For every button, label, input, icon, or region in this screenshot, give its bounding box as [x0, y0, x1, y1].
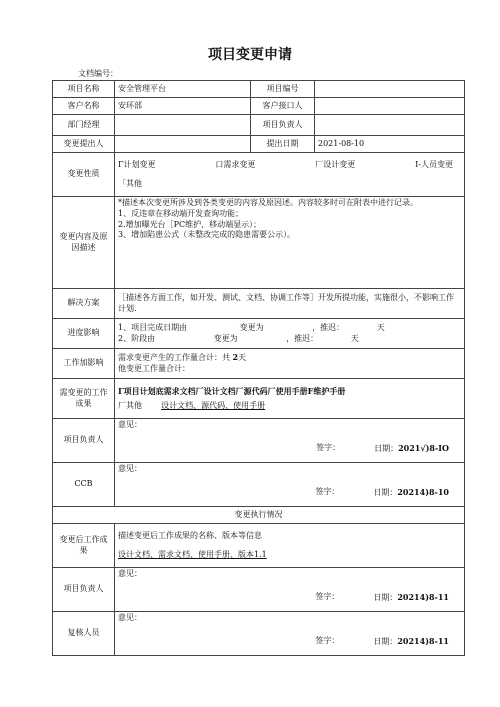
workload-unit: 天	[238, 353, 247, 363]
ccb-sign-label: 签字：	[315, 486, 340, 496]
content-item-3: 3、增加陷患公式（未整改完成的隐患需要公示）。	[118, 230, 296, 240]
content-item-2: 2.增加曝光台［PC维护，移动端显示）；	[118, 219, 262, 229]
exec-lead-cell[interactable]	[115, 568, 465, 612]
project-no-value[interactable]	[315, 81, 465, 98]
execution-header: 变更执行情况	[53, 507, 465, 524]
proposer-value[interactable]	[115, 136, 251, 153]
row-approval-lead	[53, 419, 465, 463]
reviewer-date: 日期：20214)8-11	[373, 635, 449, 646]
change-content-text[interactable]	[115, 197, 465, 289]
row-execution-header	[53, 507, 465, 524]
approval-lead-cell[interactable]	[115, 419, 465, 463]
progress-impact-label: 进度影响	[53, 319, 115, 349]
deliverables-label: 需变更的工作成果	[53, 379, 115, 419]
progress-line1-b: 变更为	[239, 322, 264, 332]
ccb-opinion: 意见：	[118, 464, 142, 473]
row-proposer	[53, 136, 465, 153]
exec-lead-signature	[118, 592, 461, 604]
row-ccb	[53, 463, 465, 507]
reviewer-opinion: 意见：	[118, 613, 142, 622]
doc-number-label: 文档编号：	[78, 69, 118, 78]
ccb-cell[interactable]	[115, 463, 465, 507]
approval-lead-sign-label: 签字：	[316, 442, 341, 452]
exec-lead-date: 日期：20214)8-11	[373, 591, 449, 602]
approval-lead-opinion: 意见：	[118, 420, 142, 429]
change-nature-label: 变更性质	[53, 153, 115, 197]
change-nature-options	[115, 153, 465, 197]
row-client	[53, 98, 465, 115]
dept-manager-value[interactable]	[115, 115, 251, 136]
content-item-1: 1、反违章在移动端开发查询功能；	[118, 208, 244, 218]
progress-line-1	[118, 323, 461, 334]
approval-lead-label: 项目负责人	[53, 419, 115, 463]
workload-line-1	[118, 352, 461, 364]
progress-line-2	[118, 334, 461, 345]
change-request-form	[52, 80, 465, 656]
exec-lead-opinion: 意见：	[118, 569, 142, 578]
row-solution	[53, 289, 465, 319]
option-other-change[interactable]: 「其他	[118, 178, 142, 188]
progress-line2-d: 天	[350, 333, 359, 343]
reviewer-sign-label: 签字：	[315, 635, 340, 645]
dept-manager-label: 部门经理	[53, 115, 115, 136]
option-plan-change[interactable]: Γ计划变更	[118, 159, 156, 169]
row-workload-impact	[53, 349, 465, 379]
progress-line2-c: ，推迟：	[286, 333, 319, 343]
progress-line1-c: ，推迟：	[312, 322, 345, 332]
result-text[interactable]	[115, 524, 465, 568]
deliverables-other[interactable]: 厂其他	[118, 400, 142, 410]
result-line-1: 描述变更后工作成果的名称、版本等信息	[118, 530, 262, 540]
result-label: 变更后工作成果	[53, 524, 115, 568]
workload-days: 2	[232, 352, 239, 363]
progress-impact-text[interactable]	[115, 319, 465, 349]
ccb-date: 日期：20214)8-10	[373, 486, 449, 497]
client-contact-label: 客户接口人	[251, 98, 315, 115]
change-content-label: 变更内容及原因描述	[53, 197, 115, 289]
exec-lead-label: 项目负责人	[53, 568, 115, 612]
project-name-label: 项目名称	[53, 81, 115, 98]
option-staff-change[interactable]: I-人员变更	[415, 159, 453, 169]
proposed-date-value[interactable]: 2021-08-10	[315, 136, 465, 153]
row-dept-manager	[53, 115, 465, 136]
client-value[interactable]: 安环部	[115, 98, 251, 115]
client-label: 客户名称	[53, 98, 115, 115]
result-line-2: 设计文档、需求文档、使用手册、版本1.1	[118, 549, 267, 559]
option-requirement-change[interactable]: 口需求变更	[215, 159, 256, 169]
exec-lead-sign-label: 签字：	[315, 591, 340, 601]
ccb-label: CCB	[53, 463, 115, 507]
project-lead-value[interactable]	[315, 115, 465, 136]
row-project-name	[53, 81, 465, 98]
row-change-nature	[53, 153, 465, 197]
project-name-value[interactable]: 安全管理平台	[115, 81, 251, 98]
proposed-date-label: 提出日期	[251, 136, 315, 153]
solution-label: 解决方案	[53, 289, 115, 319]
progress-line1-d: 天	[376, 322, 385, 332]
row-reviewer	[53, 612, 465, 656]
workload-line-2: 他变更工作量合计：	[118, 364, 190, 373]
client-contact-value[interactable]	[315, 98, 465, 115]
approval-lead-signature	[118, 443, 461, 455]
progress-line2-a: 2、阶段由	[118, 333, 156, 343]
row-result	[53, 524, 465, 568]
reviewer-signature	[118, 636, 461, 648]
deliverables-options[interactable]	[115, 379, 465, 419]
workload-line1-text: 需求变更产生的工作量合计：共	[118, 353, 230, 363]
project-no-label: 项目编号	[251, 81, 315, 98]
progress-line2-b: 变更为	[213, 333, 238, 343]
solution-text[interactable]: ［描述各方面工作，如开发、测试、文档、协调工作等］开发所提功能，实施很小，不影响工作计划.	[115, 289, 465, 319]
row-exec-lead	[53, 568, 465, 612]
deliverables-other-value: 设计文档、源代码、使用手册	[161, 400, 266, 410]
document-title: 项目变更申请	[208, 47, 292, 63]
row-progress-impact	[53, 319, 465, 349]
reviewer-label: 复核人员	[53, 612, 115, 656]
content-hint: *描述本次变更所涉及到各类变更的内容及原因述。内容较多时可在附表中进行记录。	[118, 198, 418, 207]
workload-impact-label: 工作加影响	[53, 349, 115, 379]
row-deliverables	[53, 379, 465, 419]
reviewer-cell[interactable]	[115, 612, 465, 656]
row-change-content	[53, 197, 465, 289]
progress-line1-a: 1、项目完成日期由	[118, 322, 188, 332]
proposer-label: 变更提出人	[53, 136, 115, 153]
option-design-change[interactable]: 厂设计变更	[315, 159, 356, 169]
deliverables-line-2	[118, 401, 461, 412]
deliverables-line-1: Γ项目计划底需求文档厂设计文档厂源代码厂使用手册F维护手册	[118, 385, 346, 396]
ccb-signature	[118, 487, 461, 499]
approval-lead-date: 日期：2021√)8-IO	[374, 442, 449, 453]
project-lead-label: 项目负责人	[251, 115, 315, 136]
workload-impact-text[interactable]	[115, 349, 465, 379]
